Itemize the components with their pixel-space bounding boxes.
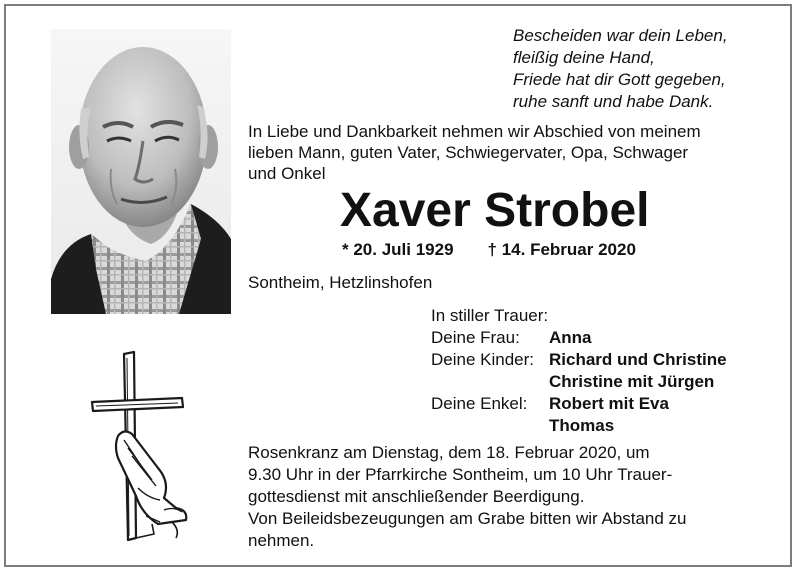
- mourners-list: [431, 305, 727, 437]
- death-date: † 14. Februar 2020: [487, 240, 636, 259]
- service-details: [248, 442, 778, 552]
- details-line: nehmen.: [248, 531, 315, 550]
- mourner-label: Deine Enkel:: [431, 394, 528, 413]
- details-line: Von Beileidsbezeugungen am Grabe bitten wir Abstand zu: [248, 509, 687, 528]
- poem-line: ruhe sanft und habe Dank.: [513, 92, 714, 111]
- intro-text: [248, 121, 768, 184]
- intro-line: In Liebe und Dankbarkeit nehmen wir Abschied von meinem: [248, 122, 701, 141]
- poem-line: Bescheiden war dein Leben,: [513, 26, 728, 45]
- mourner-group-continued: [431, 371, 715, 393]
- mourner-name: Thomas: [549, 416, 615, 435]
- mourner-label: Deine Kinder:: [431, 350, 535, 369]
- life-dates: [342, 239, 636, 261]
- mourner-name: Robert mit Eva: [549, 394, 669, 413]
- mourner-name: Christine mit Jürgen: [549, 372, 715, 391]
- details-line: gottesdienst mit anschließender Beerdigung.: [248, 487, 585, 506]
- place-names: Sontheim, Hetzlinshofen: [248, 273, 433, 292]
- mourners-heading: In stiller Trauer:: [431, 306, 549, 325]
- portrait-photo: [51, 29, 231, 314]
- details-line: Rosenkranz am Dienstag, dem 18. Februar 2020, um: [248, 443, 650, 462]
- mourner-group: [431, 327, 592, 349]
- mourner-name: Richard und Christine: [549, 350, 727, 369]
- poem: [513, 25, 783, 113]
- mourner-label: Deine Frau:: [431, 328, 520, 347]
- mourner-name: Anna: [549, 328, 592, 347]
- poem-line: Friede hat dir Gott gegeben,: [513, 70, 726, 89]
- intro-line: und Onkel: [248, 164, 326, 183]
- poem-line: fleißig deine Hand,: [513, 48, 655, 67]
- mourner-group: [431, 349, 727, 371]
- details-line: 9.30 Uhr in der Pfarrkirche Sontheim, um 10 Uhr Trauer-: [248, 465, 673, 484]
- mourner-group-continued: [431, 415, 615, 437]
- birth-date: * 20. Juli 1929: [342, 240, 454, 259]
- intro-line: lieben Mann, guten Vater, Schwiegervater, Opa, Schwager: [248, 143, 689, 162]
- cross-with-praying-hands-icon: [88, 348, 198, 548]
- deceased-name: Xaver Strobel: [340, 184, 650, 237]
- mourner-group: [431, 393, 669, 415]
